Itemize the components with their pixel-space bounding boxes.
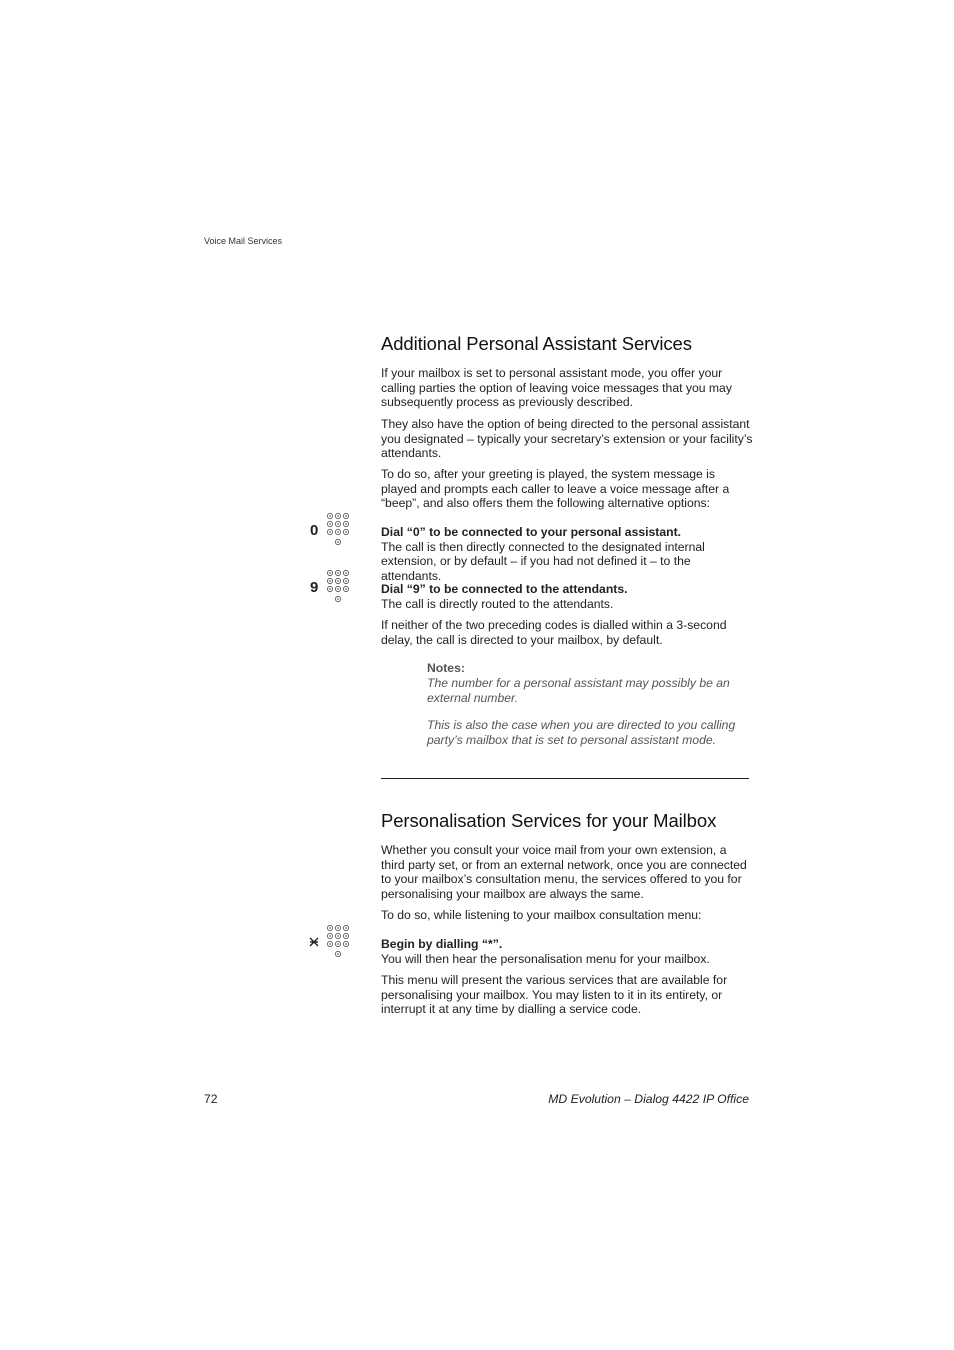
key-digit-0: 0 bbox=[310, 522, 319, 539]
step-text: You will then hear the personalisation menu for your mailbox. bbox=[381, 951, 710, 966]
note-text: This is also the case when you are directed to you calling party’s mailbox that is set to personal assistant mode. bbox=[427, 718, 736, 748]
keypad-icon bbox=[326, 924, 350, 960]
step-title: Dial “0” to be connected to your personal assistant. bbox=[381, 525, 682, 539]
paragraph: If your mailbox is set to personal assistant mode, you offer your calling parties the option of leaving voice messages that you may subsequently process as previously described. bbox=[381, 366, 732, 410]
step-text: The call is then directly connected to the designated internal extension, or by default – if you had not defined it – to the attendants. bbox=[381, 539, 705, 583]
document-title: MD Evolution – Dialog 4422 IP Office bbox=[548, 1092, 749, 1106]
paragraph: To do so, while listening to your mailbox consultation menu: bbox=[381, 908, 702, 922]
page-number: 72 bbox=[204, 1092, 218, 1106]
step-title: Dial “9” to be connected to the attendants. bbox=[381, 582, 628, 596]
section-divider bbox=[381, 778, 749, 779]
paragraph: They also have the option of being directed to the personal assistant you designated – typically your secretary’s extension or your facility’s attendants. bbox=[381, 417, 753, 461]
keypad-icon bbox=[326, 569, 350, 605]
paragraph: To do so, after your greeting is played, the system message is played and prompts each caller to leave a voice message after a “beep”, and also offers them the following alternative options: bbox=[381, 467, 730, 511]
section-title-personal-assistant: Additional Personal Assistant Services bbox=[381, 333, 692, 354]
running-header: Voice Mail Services bbox=[204, 236, 283, 246]
step-dial-star bbox=[381, 937, 753, 966]
step-text: The call is directly routed to the attendants. bbox=[381, 596, 614, 611]
step-dial-0 bbox=[381, 525, 753, 583]
notes-box bbox=[427, 661, 747, 748]
keypad-icon bbox=[326, 512, 350, 548]
notes-title: Notes: bbox=[427, 661, 465, 675]
paragraph: This menu will present the various services that are available for personalising your mailbox. You may listen to it in its entirety, or interrupt it at any time by dialling a service code. bbox=[381, 973, 728, 1017]
section-title-personalisation: Personalisation Services for your Mailbox bbox=[381, 810, 717, 831]
note-text: The number for a personal assistant may possibly be an external number. bbox=[427, 675, 730, 705]
paragraph: Whether you consult your voice mail from your own extension, a third party set, or from an external network, once you are connected to your mailbox’s consultation menu, the services offered to you for personalising your mailbox are always the same. bbox=[381, 843, 747, 901]
key-digit-9: 9 bbox=[310, 579, 319, 596]
star-key-icon bbox=[308, 935, 320, 954]
paragraph: If neither of the two preceding codes is dialled within a 3-second delay, the call is directed to your mailbox, by default. bbox=[381, 618, 727, 647]
step-title: Begin by dialling “*”. bbox=[381, 937, 503, 951]
step-dial-9 bbox=[381, 582, 753, 611]
